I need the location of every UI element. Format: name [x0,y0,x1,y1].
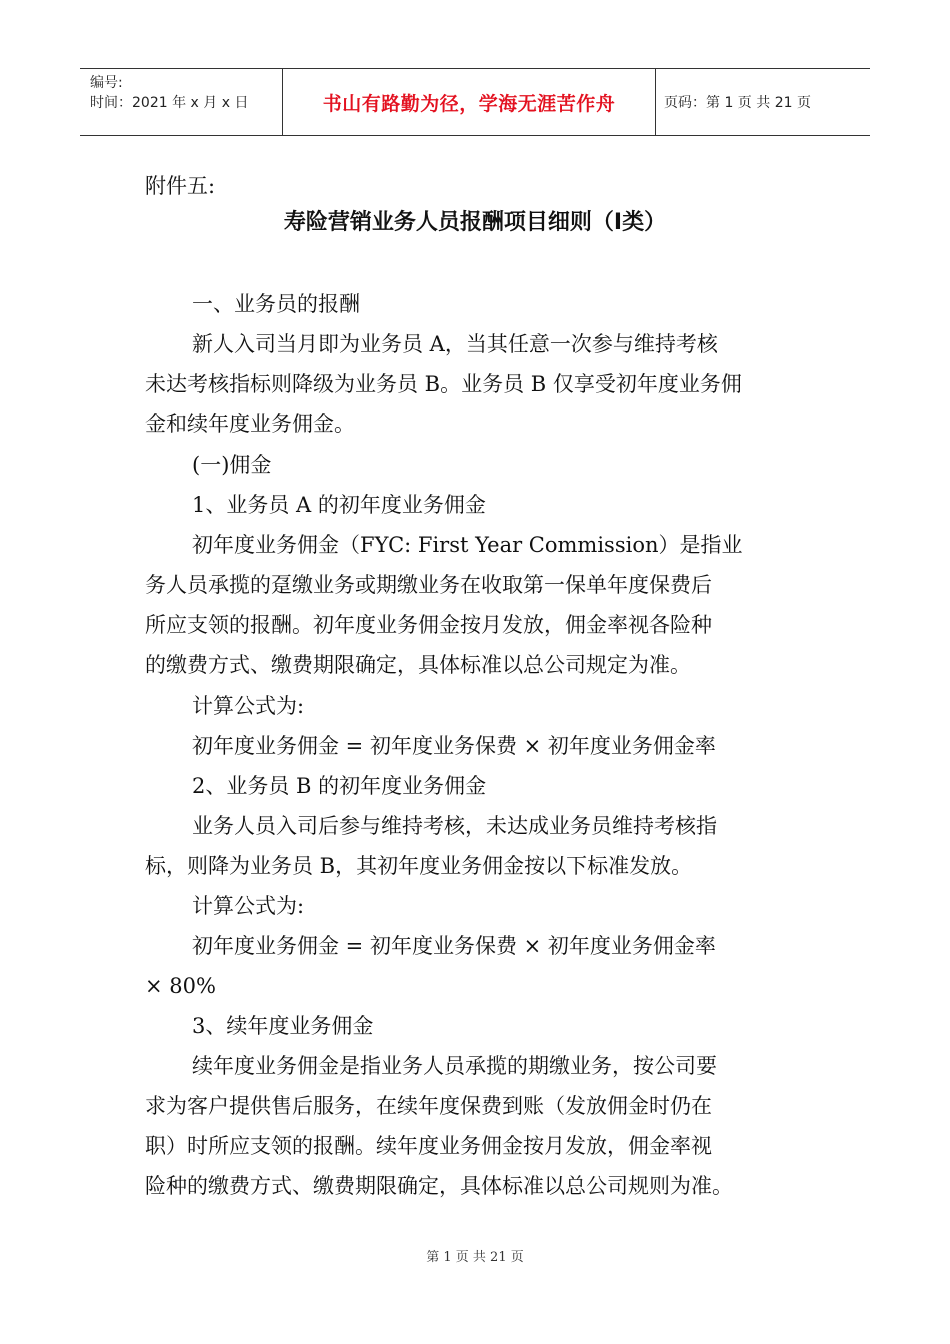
attachment-label: 附件五: [145,174,216,198]
header-page-info: 页码：第 1 页 共 21 页 [664,95,811,111]
section-heading: 一、业务员的报酬 [192,292,360,316]
item-heading: 1、业务员 A 的初年度业务佣金 [192,493,486,517]
paragraph-line: 新人入司当月即为业务员 A，当其任意一次参与维持考核 [192,332,718,356]
document-header [80,68,870,136]
paragraph-line: 职）时所应支领的报酬。续年度业务佣金按月发放，佣金率视 [145,1134,712,1158]
header-meta [80,69,282,135]
paragraph-line: 业务人员入司后参与维持考核，未达成业务员维持考核指 [192,814,717,838]
serial-number-label: 编号: [90,75,123,91]
paragraph-line: 初年度业务佣金（FYC: First Year Commission）是指业 [192,533,743,557]
formula: 初年度业务佣金 = 初年度业务保费 × 初年度业务佣金率 [192,934,716,958]
formula-continuation: × 80% [145,974,216,998]
paragraph-line: 续年度业务佣金是指业务人员承揽的期缴业务，按公司要 [192,1054,717,1078]
paragraph-line: 务人员承揽的趸缴业务或期缴业务在收取第一保单年度保费后 [145,573,712,597]
item-heading: 3、续年度业务佣金 [192,1014,374,1038]
paragraph-line: 险种的缴费方式、缴费期限确定，具体标准以总公司规则为准。 [145,1174,733,1198]
paragraph-line: 金和续年度业务佣金。 [145,412,355,436]
paragraph-line: 的缴费方式、缴费期限确定，具体标准以总公司规定为准。 [145,653,691,677]
page-title: 寿险营销业务人员报酬项目细则（Ⅰ类） [283,210,667,235]
item-heading: 2、业务员 B 的初年度业务佣金 [192,774,487,798]
formula-label: 计算公式为: [192,694,305,718]
subsection-heading: (一)佣金 [192,453,272,477]
formula-label: 计算公式为: [192,894,305,918]
page-footer: 第 1 页 共 21 页 [426,1250,524,1265]
date-label: 时间：2021 年 x 月 x 日 [90,95,249,111]
header-motto: 书山有路勤为径，学海无涯苦作舟 [282,69,656,135]
formula: 初年度业务佣金 = 初年度业务保费 × 初年度业务佣金率 [192,734,716,758]
paragraph-line: 未达考核指标则降级为业务员 B。业务员 B 仅享受初年度业务佣 [145,372,742,396]
paragraph-line: 求为客户提供售后服务，在续年度保费到账（发放佣金时仍在 [145,1094,712,1118]
paragraph-line: 所应支领的报酬。初年度业务佣金按月发放，佣金率视各险种 [145,613,712,637]
paragraph-line: 标，则降为业务员 B，其初年度业务佣金按以下标准发放。 [145,854,693,878]
